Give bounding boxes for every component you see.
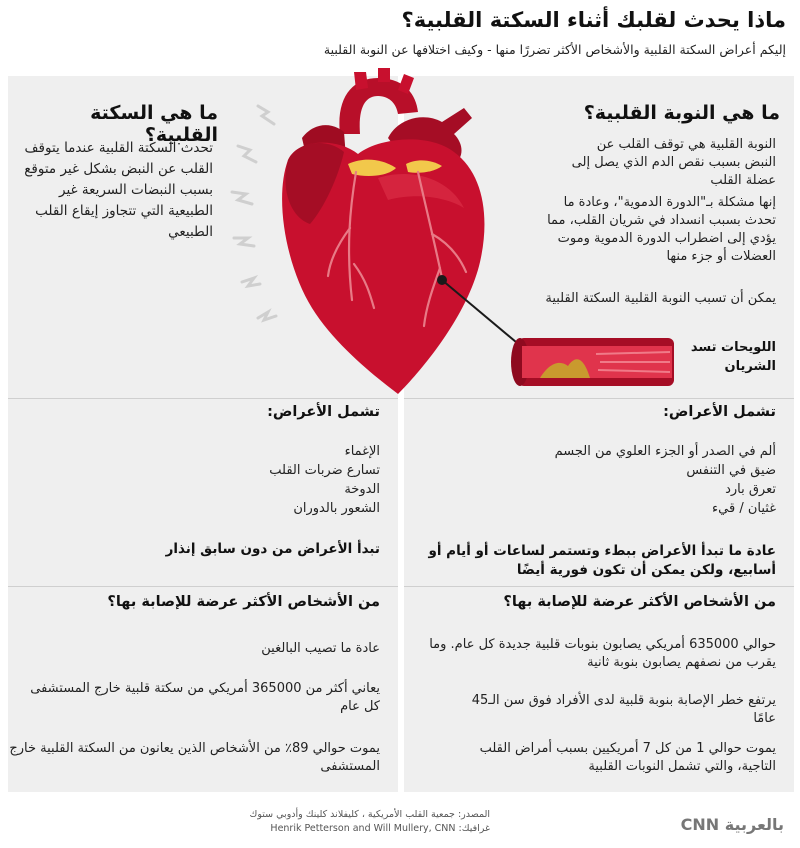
credit-line: غرافيك: Henrik Petterson and Will Mullery, CNN — [270, 823, 490, 834]
cardiac-arrest-risk-1: عادة ما تصيب البالغين — [261, 641, 380, 656]
footer-source — [140, 808, 490, 836]
divider — [8, 398, 398, 399]
heart-attack-symptoms-list — [416, 442, 776, 518]
cardiac-arrest-risk-2: يعاني أكثر من 365000 أمريكي من سكتة قلبية خارج المستشفى كل عام — [30, 681, 380, 714]
list-item: الشعور بالدوران — [293, 501, 380, 516]
divider — [404, 398, 794, 399]
page-title: ماذا يحدث لقلبك أثناء السكتة القلبية؟ — [401, 8, 786, 32]
cnn-arabic-logo — [680, 810, 786, 838]
cardiac-arrest-risk-heading: من الأشخاص الأكثر عرضة للإصابة بها؟ — [107, 594, 380, 610]
list-item: غثيان / قيء — [712, 501, 776, 516]
shock-lines-icon — [232, 106, 276, 320]
artery-label: اللويحات تسد الشريان — [690, 340, 776, 374]
logo-text: CNN بالعربية — [680, 815, 784, 834]
source-line: المصدر: جمعية القلب الأمريكية ، كليفلاند كلينك وأدوبي ستوك — [249, 809, 490, 820]
cardiac-arrest-symptoms-heading: تشمل الأعراض: — [267, 404, 380, 420]
page-subtitle: إليكم أعراض السكتة القلبية والأشخاص الأكثر تضررًا منها - وكيف اختلافها عن النوبة القلبية — [323, 42, 786, 57]
divider — [8, 586, 398, 587]
heart-attack-risk-heading: من الأشخاص الأكثر عرضة للإصابة بها؟ — [503, 594, 776, 610]
heart-attack-symptoms-heading: تشمل الأعراض: — [663, 404, 776, 420]
heart-attack-risk-3: يموت حوالي 1 من كل 7 أمريكيين بسبب أمراض القلب التاجية، والتي تشمل النوبات القلبية — [479, 741, 776, 774]
heart-attack-risk-1: حوالي 635000 أمريكي يصابون بنوبات قلبية جديدة كل عام. وما يقرب من نصفهم يصابون بنوبة ثانية — [429, 637, 776, 670]
cardiac-arrest-definition: تحدث السكتة القلبية عندما يتوقف القلب عن النبض بشكل غير متوقع بسبب النبضات السريعة غير الطبيعية التي تتجاوز إيقاع القلب الطبيعي — [24, 140, 213, 240]
cardiac-arrest-heading: ما هي السكتة القلبية؟ — [90, 102, 218, 146]
heart-attack-heading: ما هي النوبة القلبية؟ — [583, 102, 780, 124]
heart-attack-onset: عادة ما تبدأ الأعراض ببطء وتستمر لساعات أو أيام أو أسابيع، ولكن يمكن أن تكون فورية أيضًا — [428, 543, 776, 578]
heart-attack-risk-2: يرتفع خطر الإصابة بنوبة قلبية لدى الأفراد فوق سن الـ45 عامًا — [471, 693, 776, 726]
heart-attack-circulation: إنها مشكلة بـ"الدورة الدموية"، وعادة ما تحدث بسبب انسداد في شريان القلب، مما يؤدي إلى اضطراب الدورة الدموية وموت العضلات أو جزء منها — [547, 195, 776, 264]
list-item: تعرق بارد — [725, 482, 776, 497]
heart-attack-definition: النوبة القلبية هي توقف القلب عن النبض بسبب نقص الدم الذي يصل إلى عضلة القلب — [571, 137, 776, 188]
list-item: ألم في الصدر أو الجزء العلوي من الجسم — [554, 444, 776, 459]
cardiac-arrest-risk-3: يموت حوالي 89٪ من الأشخاص الذين يعانون من السكتة القلبية خارج المستشفى — [9, 741, 380, 774]
list-item: تسارع ضربات القلب — [269, 463, 380, 478]
pointer-line — [440, 276, 520, 346]
list-item: الدوخة — [344, 482, 380, 497]
divider — [404, 586, 794, 587]
artery-illustration — [510, 332, 678, 392]
cardiac-arrest-symptoms-list — [20, 442, 380, 518]
list-item: الإغماء — [344, 444, 380, 459]
heart-attack-can-cause: يمكن أن تسبب النوبة القلبية السكتة القلبية — [545, 291, 776, 306]
list-item: ضيق في التنفس — [686, 463, 776, 478]
heart-illustration — [228, 68, 528, 398]
cardiac-arrest-onset: تبدأ الأعراض من دون سابق إنذار — [165, 541, 380, 557]
